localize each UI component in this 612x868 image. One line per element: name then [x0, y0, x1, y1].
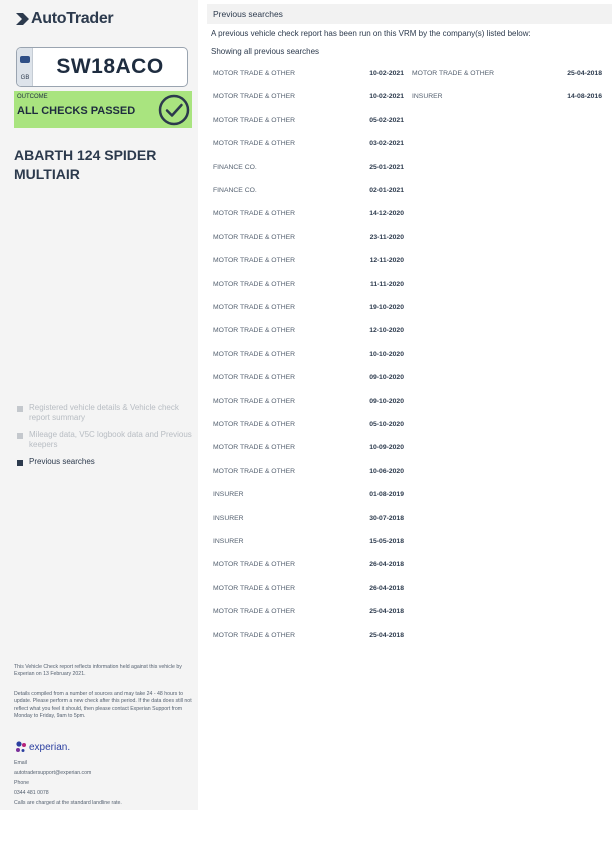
search-date: 09-10-2020: [369, 374, 404, 382]
search-row: [213, 187, 404, 199]
search-date: 19-10-2020: [369, 304, 404, 311]
section-nav: [17, 403, 192, 474]
search-date: 10-02-2021: [369, 93, 404, 101]
nav-bullet-icon: [17, 460, 23, 466]
search-row: [213, 632, 404, 644]
search-row: [213, 304, 404, 316]
search-date: 09-10-2020: [369, 397, 404, 405]
search-date: 02-01-2021: [369, 187, 404, 194]
search-company: MOTOR TRADE & OTHER: [213, 116, 296, 124]
search-row: [213, 421, 404, 433]
report-disclaimer: This Vehicle Check report reflects information held against this vehicle by Experian on 13 February 2021.: [14, 664, 182, 678]
outcome-label: OUTCOME: [17, 94, 48, 100]
search-date: 05-10-2020: [369, 421, 404, 428]
sidebar: [0, 0, 198, 810]
search-row: [213, 351, 404, 363]
search-date: 25-04-2018: [369, 631, 404, 639]
search-date: 25-04-2018: [567, 70, 602, 77]
search-row: [213, 585, 404, 597]
search-row: [213, 257, 404, 269]
plate-country: GB: [20, 75, 30, 81]
search-company: INSURER: [213, 538, 244, 545]
search-row: [213, 210, 404, 222]
calls-note: Calls are charged at the standard landline rate.: [14, 800, 122, 806]
search-date: 26-04-2018: [369, 561, 404, 569]
nav-item-vehicle-details[interactable]: [17, 403, 192, 423]
nav-item-label: Previous searches: [29, 457, 95, 466]
search-date: 05-02-2021: [369, 116, 404, 124]
search-company: INSURER: [213, 514, 244, 522]
nav-bullet-icon: [17, 433, 23, 439]
search-company: FINANCE CO.: [213, 187, 257, 194]
search-row: [213, 515, 404, 527]
brand-name: AutoTrader: [31, 10, 114, 27]
search-row: [213, 398, 404, 410]
number-plate: [16, 47, 188, 87]
phone-label: Phone: [14, 780, 30, 786]
autotrader-logo: [14, 10, 113, 28]
search-company: MOTOR TRADE & OTHER: [412, 70, 495, 77]
search-company: MOTOR TRADE & OTHER: [213, 280, 296, 288]
search-row: [213, 374, 404, 386]
autotrader-chevron-icon: [14, 11, 30, 27]
experian-brand: experian.: [29, 741, 71, 753]
search-company: MOTOR TRADE & OTHER: [213, 210, 296, 218]
search-date: 30-07-2018: [369, 514, 404, 522]
search-date: 03-02-2021: [369, 140, 404, 148]
experian-dots-icon: [14, 740, 28, 754]
search-row: [412, 93, 602, 105]
search-row: [213, 444, 404, 456]
showing-text: Showing all previous searches: [211, 47, 320, 56]
nav-bullet-icon: [17, 406, 23, 412]
nav-item-previous-searches[interactable]: [17, 457, 192, 467]
search-company: MOTOR TRADE & OTHER: [213, 327, 296, 335]
search-row: [213, 561, 404, 573]
search-company: MOTOR TRADE & OTHER: [213, 397, 296, 405]
search-row: [213, 491, 404, 503]
search-date: 10-02-2021: [369, 70, 404, 77]
vehicle-title: ABARTH 124 SPIDER MULTIAIR: [14, 147, 157, 182]
intro-text: A previous vehicle check report has been run on this VRM by the company(s) listed below:: [211, 29, 531, 38]
search-row: [213, 164, 404, 176]
search-company: MOTOR TRADE & OTHER: [213, 584, 296, 592]
search-date: 10-09-2020: [369, 444, 404, 452]
outcome-banner: [14, 91, 192, 128]
search-row: [213, 608, 404, 620]
flag-icon: [20, 56, 30, 63]
search-row: [213, 234, 404, 246]
support-phone[interactable]: 0344 481 0078: [14, 790, 49, 796]
search-company: MOTOR TRADE & OTHER: [213, 608, 296, 616]
search-row: [213, 327, 404, 339]
search-row: [213, 281, 404, 293]
search-date: 23-11-2020: [369, 233, 404, 241]
search-company: MOTOR TRADE & OTHER: [213, 257, 296, 265]
search-date: 12-10-2020: [369, 327, 404, 335]
search-company: MOTOR TRADE & OTHER: [213, 467, 296, 475]
search-date: 14-08-2016: [567, 93, 602, 101]
search-row: [213, 117, 404, 129]
search-company: FINANCE CO.: [213, 163, 257, 171]
search-row: [213, 468, 404, 480]
nav-item-label: Mileage data, V5C logbook data and Previous keepers: [29, 430, 192, 449]
search-date: 14-12-2020: [369, 210, 404, 218]
experian-logo: [14, 740, 70, 754]
search-row: [412, 70, 602, 82]
search-company: MOTOR TRADE & OTHER: [213, 93, 296, 101]
search-company: MOTOR TRADE & OTHER: [213, 233, 296, 241]
search-date: 15-05-2018: [369, 538, 404, 545]
search-company: MOTOR TRADE & OTHER: [213, 631, 296, 639]
search-company: MOTOR TRADE & OTHER: [213, 444, 296, 452]
search-date: 10-10-2020: [369, 350, 404, 358]
search-date: 11-11-2020: [369, 280, 404, 288]
outcome-text: ALL CHECKS PASSED: [17, 105, 136, 117]
section-title: Previous searches: [213, 9, 283, 19]
search-date: 12-11-2020: [369, 257, 404, 265]
data-sources-note: Details compiled from a number of sources and may take 24 - 48 hours to update. Please perform a new check after this period. If the data does still not reflect what you feel it should, then please contact Experian Support from Monday to Friday, 9am to 5pm.: [14, 691, 192, 720]
search-row: [213, 538, 404, 550]
section-header: [207, 4, 612, 24]
search-row: [213, 70, 404, 82]
search-company: MOTOR TRADE & OTHER: [213, 421, 296, 428]
search-date: 25-01-2021: [369, 163, 404, 171]
plate-country-band: [17, 48, 33, 86]
search-date: 25-04-2018: [369, 608, 404, 616]
search-company: MOTOR TRADE & OTHER: [213, 374, 296, 382]
nav-item-label: Registered vehicle details & Vehicle check report summary: [29, 403, 179, 422]
search-date: 01-08-2019: [369, 491, 404, 499]
check-circle-icon: [158, 94, 190, 126]
search-company: INSURER: [213, 491, 244, 499]
search-company: MOTOR TRADE & OTHER: [213, 70, 296, 77]
search-company: MOTOR TRADE & OTHER: [213, 350, 296, 358]
search-company: MOTOR TRADE & OTHER: [213, 561, 296, 569]
search-row: [213, 140, 404, 152]
search-company: INSURER: [412, 93, 443, 101]
search-date: 26-04-2018: [369, 584, 404, 592]
nav-item-mileage[interactable]: [17, 430, 192, 450]
search-company: MOTOR TRADE & OTHER: [213, 140, 296, 148]
search-date: 10-06-2020: [369, 467, 404, 475]
support-email[interactable]: autotradersupport@experian.com: [14, 770, 92, 776]
plate-registration: SW18ACO: [56, 55, 164, 78]
search-company: MOTOR TRADE & OTHER: [213, 304, 296, 311]
email-label: Email: [14, 760, 27, 766]
search-row: [213, 93, 404, 105]
